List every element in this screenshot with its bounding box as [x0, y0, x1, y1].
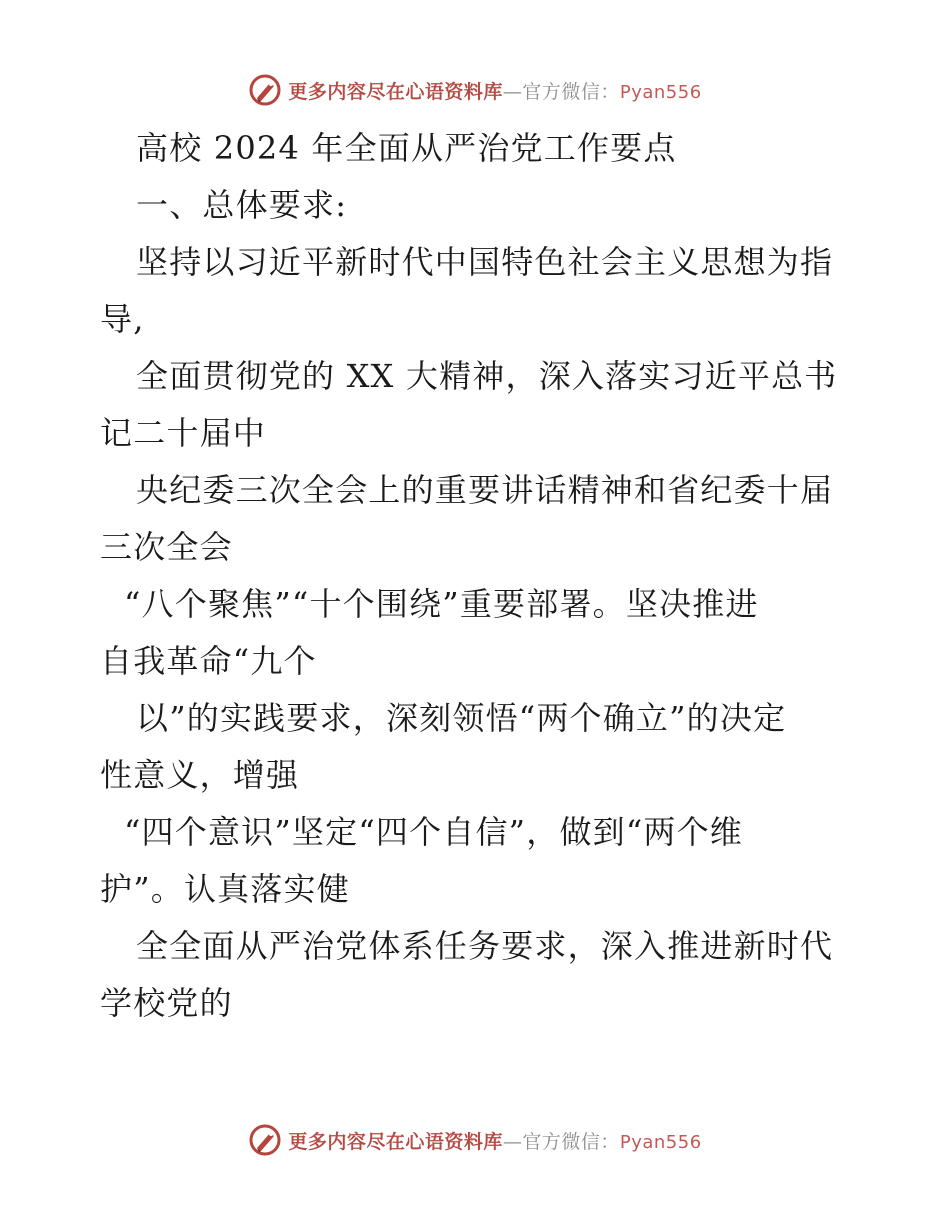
- watermark-text: [288, 1127, 701, 1154]
- paragraph-line: 性意义，增强: [100, 756, 300, 794]
- pen-logo-icon: [248, 73, 282, 107]
- watermark-account: Pyan556: [619, 1131, 702, 1153]
- section-heading: 一、总体要求:: [136, 186, 348, 224]
- paragraph-line: 全全面从严治党体系任务要求，深入推进新时代: [136, 927, 834, 965]
- paragraph-line: 全面贯彻党的 XX 大精神，深入落实习近平总书: [136, 357, 838, 395]
- header-watermark: [0, 68, 950, 112]
- paragraph-line: 自我革命“九个: [100, 642, 317, 680]
- document-body: [100, 120, 860, 1032]
- paragraph-line: 学校党的: [100, 984, 233, 1022]
- paragraph-line: 以”的实践要求，深刻领悟“两个确立”的决定: [136, 699, 787, 737]
- paragraph-line: 三次全会: [100, 528, 233, 566]
- watermark-dash: —: [502, 80, 523, 103]
- watermark-account: Pyan556: [619, 81, 702, 103]
- watermark-text: [288, 77, 701, 104]
- watermark-main: 更多内容尽在心语资料库: [288, 80, 503, 103]
- paragraph-line: “四个意识”坚定“四个自信”，做到“两个维: [124, 813, 743, 851]
- watermark-suffix: 官方微信：: [522, 1130, 620, 1153]
- paragraph-line: 坚持以习近平新时代中国特色社会主义思想为指: [136, 243, 834, 281]
- paragraph-line: 记二十届中: [100, 414, 267, 452]
- watermark-suffix: 官方微信：: [522, 80, 620, 103]
- footer-watermark: [0, 1118, 950, 1162]
- pen-logo-icon: [248, 1123, 282, 1157]
- watermark-main: 更多内容尽在心语资料库: [288, 1130, 503, 1153]
- paragraph-line: 央纪委三次全会上的重要讲话精神和省纪委十届: [136, 471, 834, 509]
- paragraph-line: 护”。认真落实健: [100, 870, 350, 908]
- watermark-dash: —: [502, 1130, 523, 1153]
- paragraph-line: 导,: [100, 300, 145, 338]
- paragraph-line: “八个聚焦”“十个围绕”重要部署。坚决推进: [124, 585, 759, 623]
- document-title: 高校 2024 年全面从严治党工作要点: [136, 129, 677, 167]
